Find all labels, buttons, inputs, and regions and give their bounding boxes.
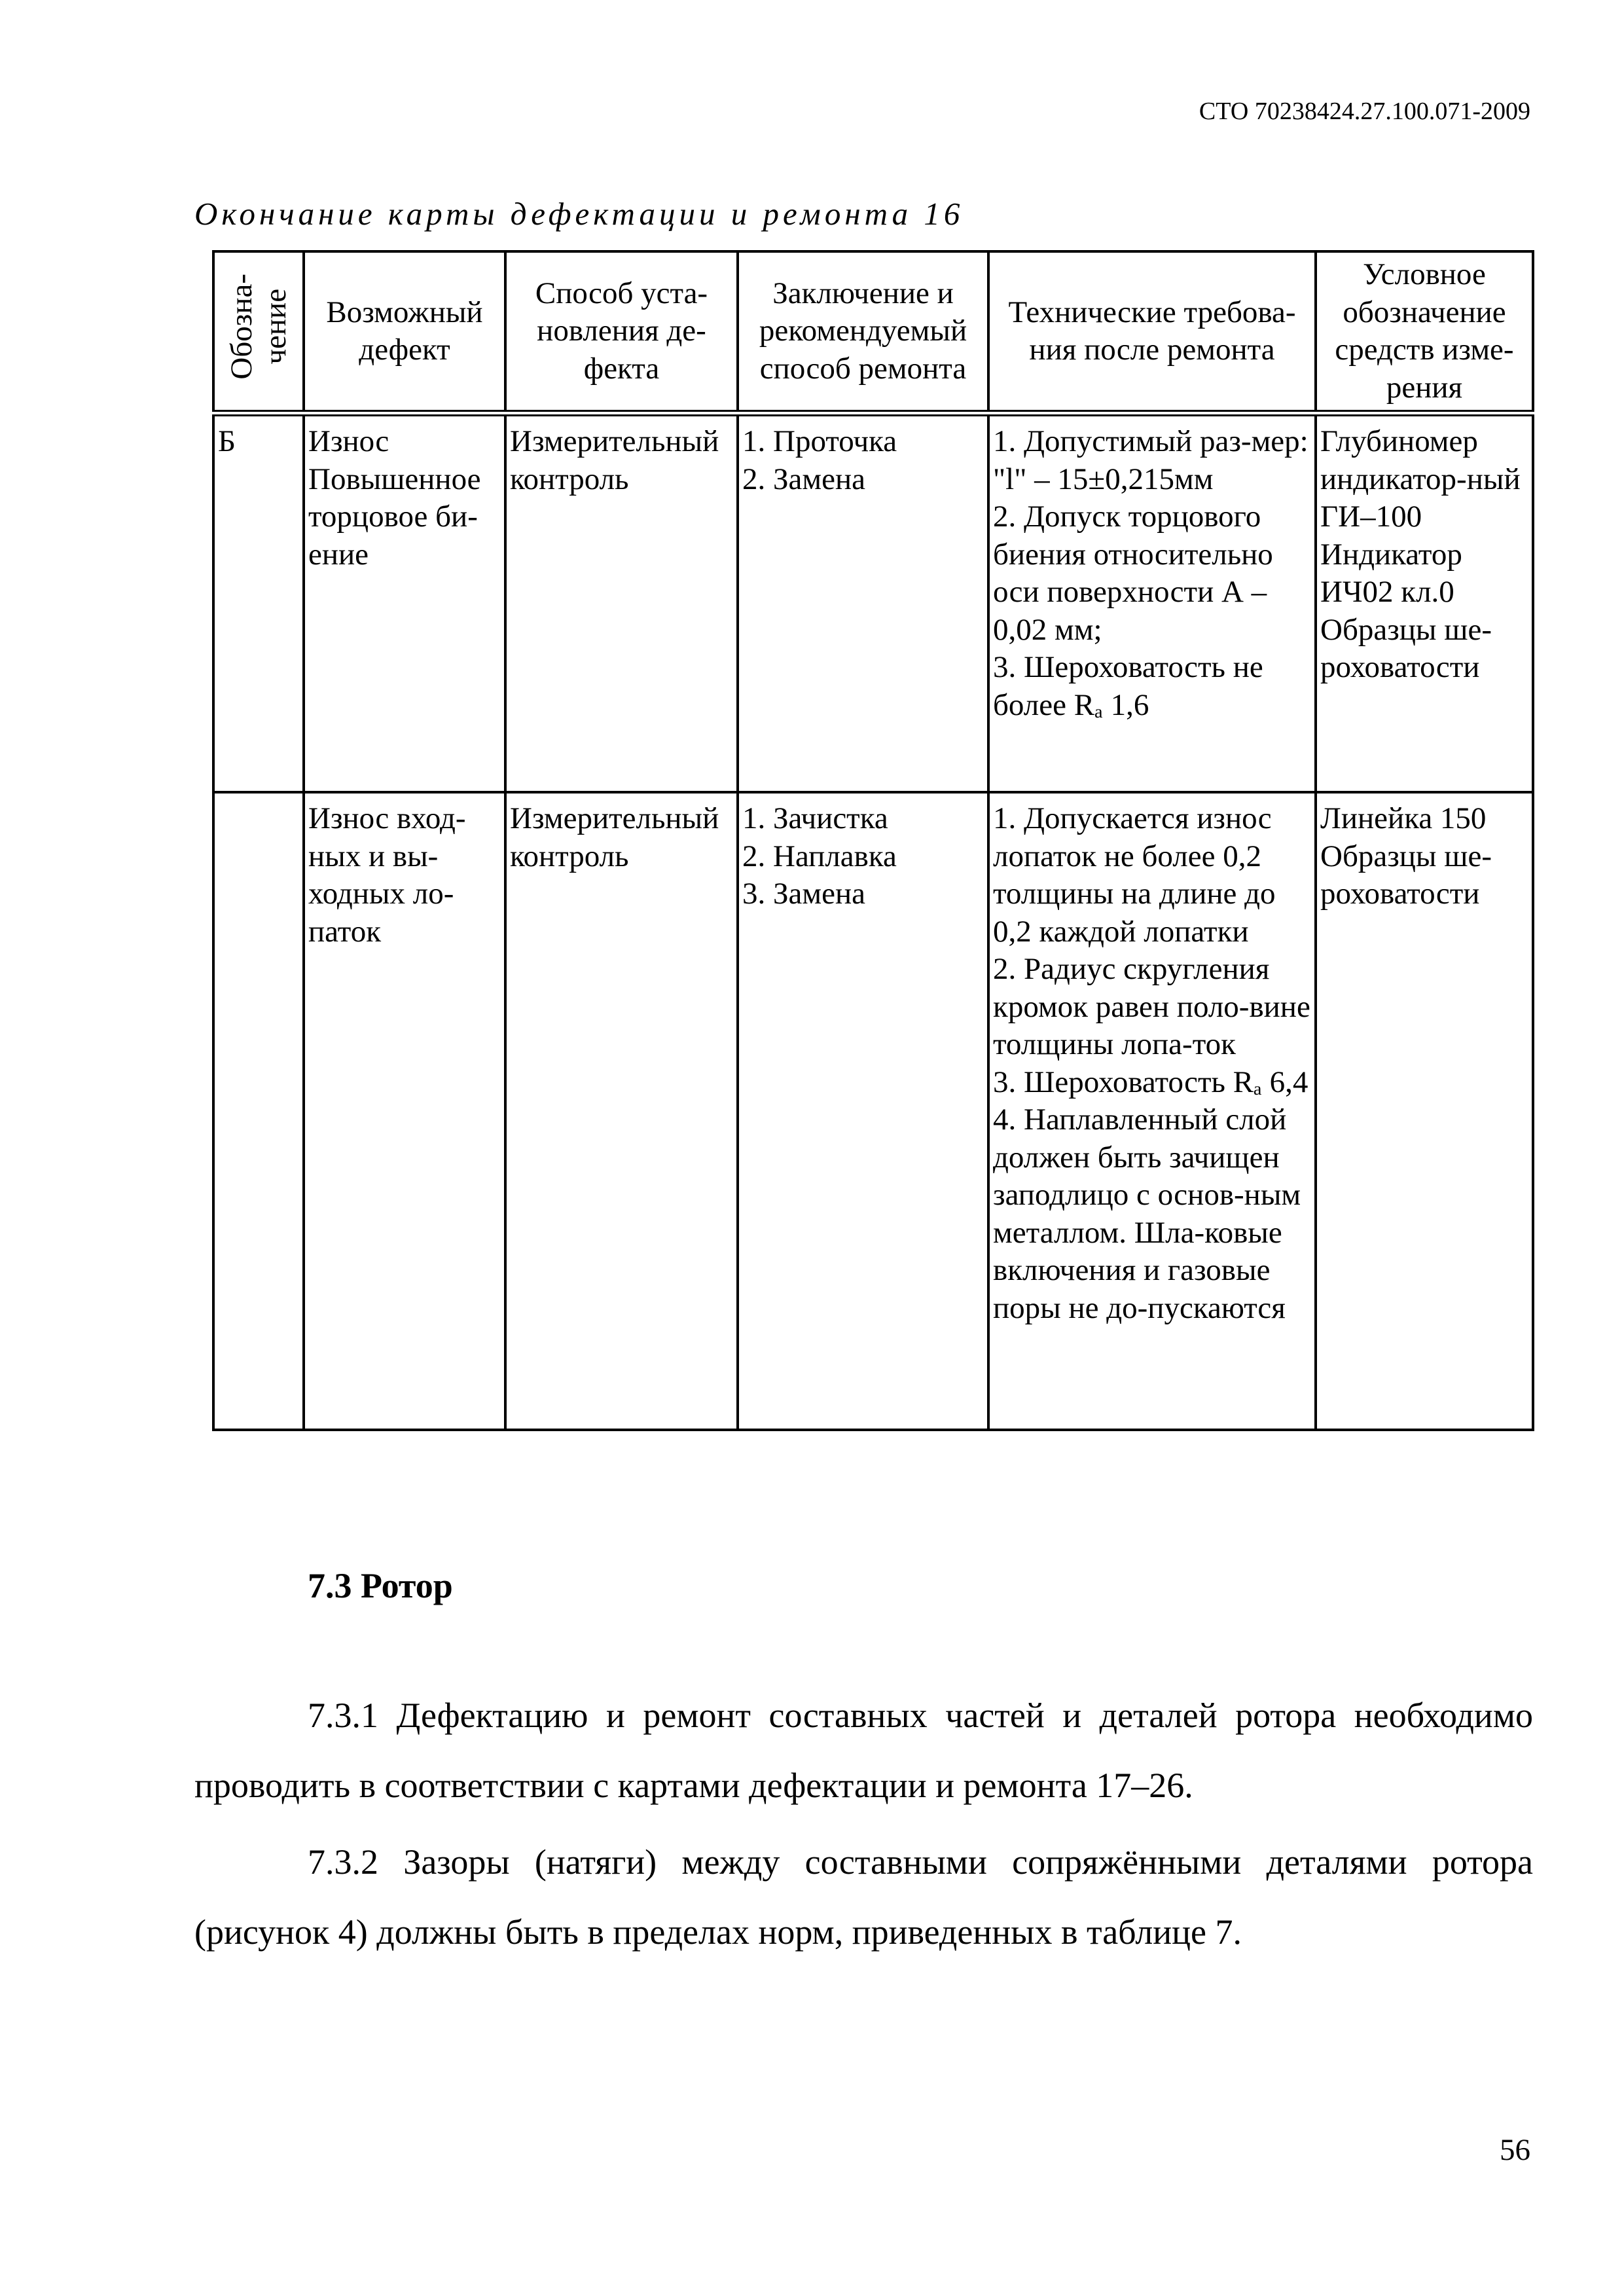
cell-requirements: 1. Допускается износ лопаток не более 0,2 толщины на длине до 0,2 каждой лопатки 2. Радиус скругления кромок равен поло-вине толщины лопа-ток 3. Шероховатость Rₐ 6,4 4. Наплавленный слой должен быть зачищен заподлицо с основ-ным металлом. Шла-ковые включения и газовые поры не до-пускаются — [988, 792, 1316, 1430]
cell-tools: Линейка 150 Образцы ше-роховатости — [1316, 792, 1533, 1430]
cell-requirements: 1. Допустимый раз-мер: "l" – 15±0,215мм 2. Допуск торцового биения относительно оси поверхности А – 0,02 мм; 3. Шероховатость не более Rₐ 1,6 — [988, 413, 1316, 792]
page-number: 56 — [1500, 2133, 1530, 2167]
column-header-defect: Возможный дефект — [304, 251, 505, 413]
cell-method: Измерительный контроль — [505, 792, 738, 1430]
paragraph-7-3-1: 7.3.1 Дефектацию и ремонт составных частей и деталей ротора необходимо проводить в соответствии с картами дефектации и ремонта 17–26. — [194, 1696, 1533, 1805]
column-header-method: Способ уста-новления де-фекта — [505, 251, 738, 413]
cell-defect: Износ Повышенное торцовое би-ение — [304, 413, 505, 792]
table-row — [213, 413, 1533, 792]
cell-method: Измерительный контроль — [505, 413, 738, 792]
column-header-tools: Условное обозначение средств изме-рения — [1316, 251, 1533, 413]
column-header-designation-text: Обозна- чение — [225, 273, 293, 380]
cell-designation: Б — [213, 413, 304, 792]
table-caption: Окончание карты дефектации и ремонта 16 — [194, 196, 964, 232]
cell-tools: Глубиномер индикатор-ный ГИ–100 Индикатор ИЧ02 кл.0 Образцы ше-роховатости — [1316, 413, 1533, 792]
section-heading: 7.3 Ротор — [308, 1566, 453, 1605]
cell-designation — [213, 792, 304, 1430]
defect-table — [212, 250, 1534, 1431]
table-header-row — [213, 251, 1533, 413]
paragraph-7-3-2: 7.3.2 Зазоры (натяги) между составными сопряжёнными деталями ротора (рисунок 4) должны быть в пределах норм, приведенных в таблице 7. — [194, 1842, 1533, 1952]
cell-repair: 1. Зачистка 2. Наплавка 3. Замена — [738, 792, 988, 1430]
table-row — [213, 792, 1533, 1430]
column-header-designation — [213, 251, 304, 413]
cell-defect: Износ вход-ных и вы-ходных ло-паток — [304, 792, 505, 1430]
cell-repair: 1. Проточка 2. Замена — [738, 413, 988, 792]
column-header-requirements: Технические требова-ния после ремонта — [988, 251, 1316, 413]
document-code: СТО 70238424.27.100.071-2009 — [1199, 98, 1530, 125]
column-header-repair: Заключение и рекомендуемый способ ремонта — [738, 251, 988, 413]
